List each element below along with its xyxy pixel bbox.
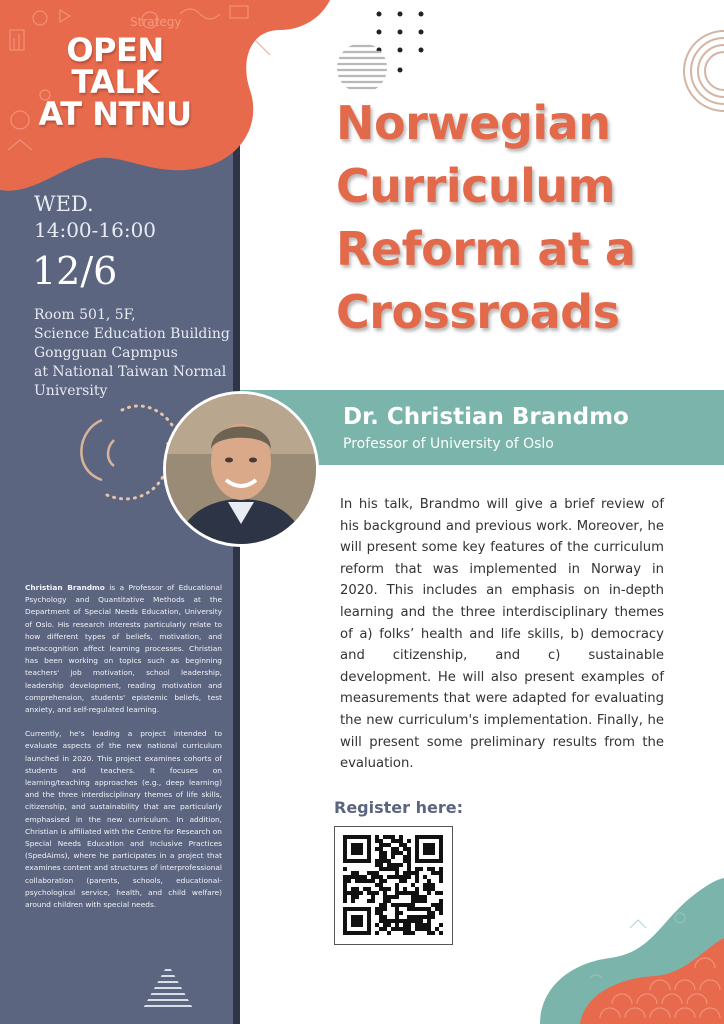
event-time: 14:00-16:00 xyxy=(34,218,157,242)
strategy-doodle: Strategy xyxy=(130,15,182,29)
event-venue xyxy=(34,306,229,401)
event-day: WED. xyxy=(34,192,94,216)
title-line: Norwegian xyxy=(336,96,611,150)
speaker-name: Dr. Christian Brandmo xyxy=(343,404,629,430)
speaker-photo xyxy=(166,394,316,544)
wave-blob-bottom-right xyxy=(480,868,724,1024)
venue-line: University xyxy=(34,383,108,399)
speaker-portrait-icon xyxy=(166,394,316,544)
talk-title xyxy=(336,92,716,344)
bio-paragraph-2: Currently, he's leading a project intended to evaluate aspects of the new national curriculum launched in 2020. This project examines cohorts of students and teachers. It focuses on learning/teaching approaches (e.g., deep learning) and the three interdisciplinary themes of life skills, citizenship, and sustainability that are particularly emphasised in the new curriculum. In addition, Christian is affiliated with the Centre for Research on Special Needs Education and Inclusive Practices (SpedAims), where he participates in a project that examines content and structures of interprofessional collaboration (parents, schools, educational-psychological service, health, and child welfare) around children with special needs. xyxy=(25,729,222,910)
badge-line-2: TALK xyxy=(71,63,159,101)
badge-line-3: AT NTNU xyxy=(38,95,192,133)
venue-line: Room 501, 5F, xyxy=(34,307,136,323)
venue-line: Gongguan Capmpus xyxy=(34,345,178,361)
talk-abstract: In his talk, Brandmo will give a brief review of his background and previous work. Moreover, he will present some key features of the curriculum reform that was implemented in Norway in 2020. This includes an emphasis on in-depth learning and the three interdisciplinary themes of a) folks’ health and life skills, b) democracy and citizenship, and c) sustainable development. He will also present examples of measurements that were adapted for evaluating the new curriculum's implementation. Finally, he will present some preliminary results from the evaluation. xyxy=(340,497,664,772)
event-date: 12/6 xyxy=(32,249,118,293)
bio-paragraph-1 xyxy=(25,582,222,716)
event-badge xyxy=(20,31,210,133)
badge-line-1: OPEN xyxy=(66,31,164,69)
striped-circle-icon xyxy=(334,40,390,96)
qr-code-icon xyxy=(335,827,452,944)
registration-qr-code[interactable] xyxy=(334,826,453,945)
speaker-role: Professor of University of Oslo xyxy=(343,436,554,452)
venue-line: at National Taiwan Normal xyxy=(34,364,227,380)
venue-line: Science Education Building xyxy=(34,326,230,342)
bio-name: Christian Brandmo xyxy=(25,583,105,592)
speaker-bio xyxy=(25,582,222,923)
title-line: Curriculum xyxy=(336,159,616,213)
bio-text: is a Professor of Educational Psychology and Quantitative Methods at the Department of Special Needs Education, University of Oslo. His research interests particularly relate to how different types of beliefs, motivation, and metacognition affect learning processes. Christian has been working on topics such as beginning teachers' job motivation, school leadership, leadership development, reading motivation and comprehension, students' epistemic beliefs, test anxiety, and self-regulated learning. xyxy=(25,583,222,715)
title-line: Crossroads xyxy=(336,285,620,339)
title-line: Reform at a xyxy=(336,222,636,276)
dotted-arc-decoration xyxy=(62,400,182,510)
striped-triangle-icon xyxy=(140,962,196,1012)
register-label: Register here: xyxy=(334,798,463,817)
